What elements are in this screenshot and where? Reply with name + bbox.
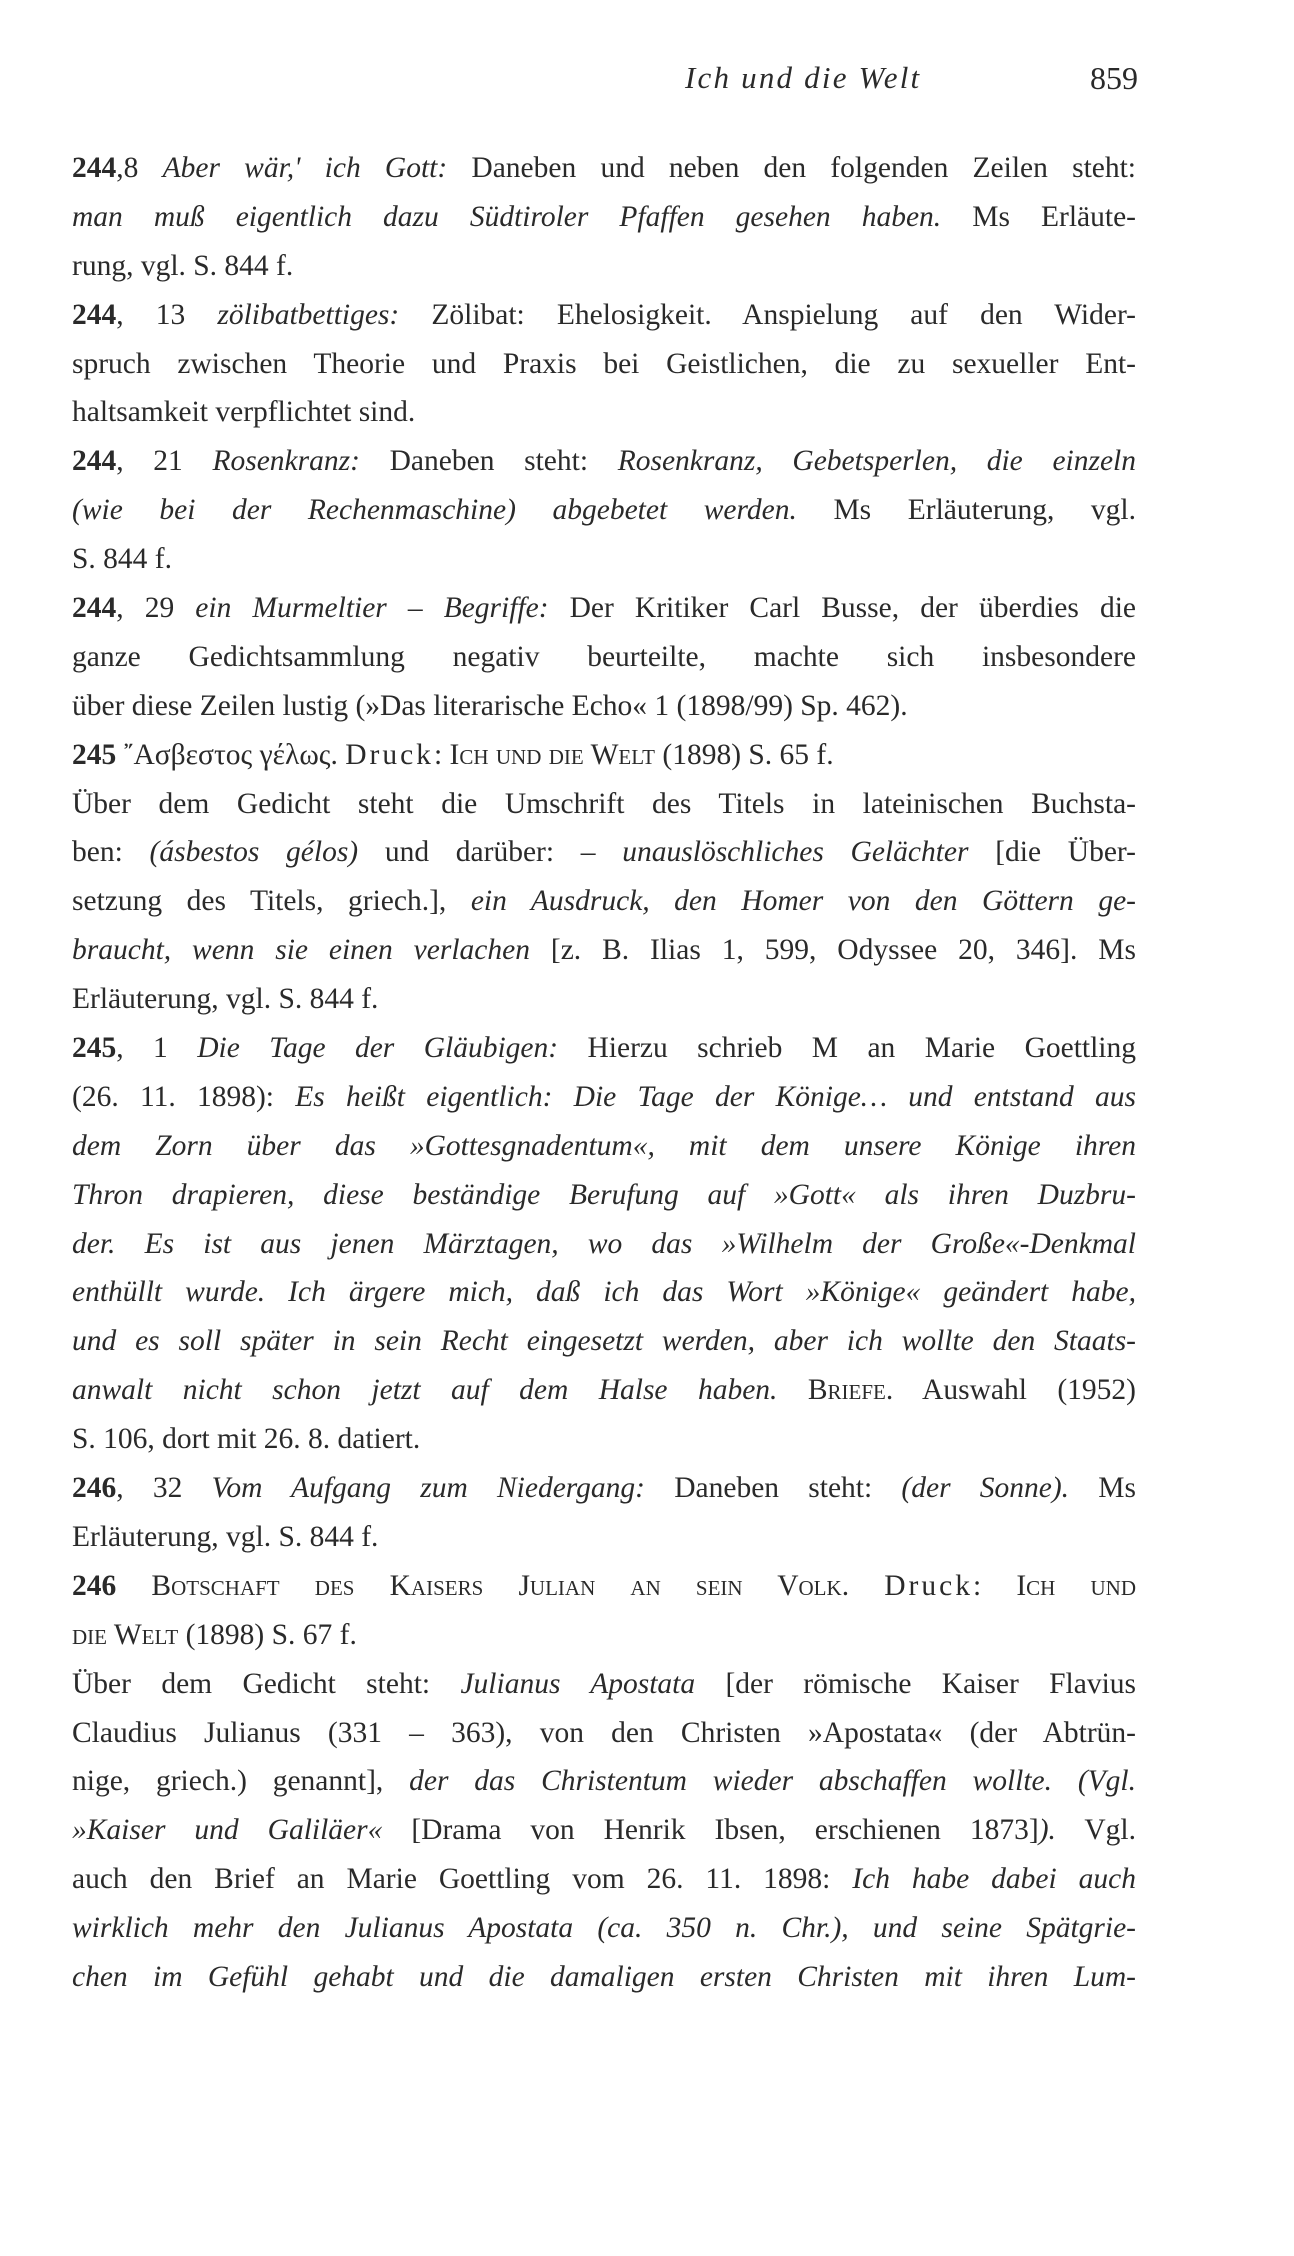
small-caps-text: Briefe [807,1374,886,1407]
text-line [72,1953,1136,2002]
text-line [72,193,1136,242]
text-line [72,1268,1136,1317]
text-line [72,1317,1136,1366]
entry-number: 246 [72,1569,117,1602]
spaced-text: Druck [884,1569,973,1602]
text-run: Über dem Gedicht steht die Umschrift des Titels in lateinischen Buchsta- [72,787,1136,820]
italic-text: »Kaiser und Galiläer« [72,1814,383,1847]
text-run: : [972,1569,1017,1602]
text-run: , 13 [116,298,218,331]
italic-text: man muß eigentlich dazu Südtiroler Pfaffen gesehen haben. [72,200,942,233]
italic-text: Ich habe dabei auch [852,1863,1136,1896]
italic-text: ein Ausdruck, den Homer von den Göttern ge- [470,885,1136,918]
text-line [72,1709,1136,1758]
text-run: , 21 [116,445,213,478]
text-line [72,242,1136,291]
text-line [72,731,1136,780]
text-line [72,584,1136,633]
text-run: , 1 [116,1032,198,1065]
italic-text: Rosenkranz, Gebetsperlen, die einzeln [617,445,1136,478]
text-run: Daneben und neben den folgenden Zeilen steht: [447,152,1136,184]
text-line [72,1855,1136,1904]
small-caps-text: die Welt [72,1618,179,1651]
text-run: haltsamkeit verpflichtet sind. [72,396,416,429]
running-header [0,58,1294,98]
text-line [72,926,1136,975]
italic-text: chen im Gefühl gehabt und die damaligen ersten Christen mit ihren Lum- [72,1960,1136,1993]
text-run: Daneben steht: [645,1472,902,1505]
text-run: , 29 [116,592,196,625]
text-run: Über dem Gedicht steht: [72,1667,461,1700]
text-run: Hierzu schrieb M an Marie Goettling [558,1032,1136,1065]
text-line [72,388,1136,437]
italic-text: unauslöschliches Gelächter [622,836,969,869]
text-run: nige, griech.) genannt], [72,1765,410,1798]
text-line [72,437,1136,486]
running-title: Ich und die Welt [685,60,922,95]
text-run: Der Kritiker Carl Busse, der überdies die [548,592,1136,625]
text-run: [Drama von Henrik Ibsen, erschienen 1873] [382,1814,1039,1847]
text-line [72,1122,1136,1171]
text-line [72,1220,1136,1269]
text-line [72,1904,1136,1953]
italic-text: ). [1038,1814,1056,1847]
text-line [72,1073,1136,1122]
small-caps-text: Botschaft des Kaisers Julian an sein Volk [151,1569,842,1602]
text-run: über diese Zeilen lustig (»Das literarische Echo« 1 (1898/99) Sp. 462). [72,689,908,722]
entry-number: 246 [72,1472,117,1505]
italic-text: Thron drapieren, diese beständige Berufung auf »Gott« als ihren Duzbru- [72,1178,1136,1211]
text-run [116,1570,151,1602]
text-line [72,144,1136,193]
small-caps-text: Ich und die Welt [449,738,655,771]
text-line [72,828,1136,877]
italic-text: Julianus Apostata [460,1667,696,1700]
entry-number: 245 [72,1032,117,1065]
text-line [72,975,1136,1024]
text-line [72,1366,1136,1415]
text-line [72,1513,1136,1562]
text-run: Ms Erläuterung, vgl. [796,494,1136,527]
italic-text: Es heißt eigentlich: Die Tage der Könige… und entstand aus [295,1080,1136,1113]
text-line [72,340,1136,389]
text-line [72,486,1136,535]
text-run: . Auswahl (1952) [885,1374,1136,1407]
text-run [777,1374,807,1406]
italic-text: enthüllt wurde. Ich ärgere mich, daß ich das Wort »Könige« geändert habe, [72,1276,1136,1309]
text-run: S. 106, dort mit 26. 8. datiert. [72,1423,421,1456]
text-run: , 32 [116,1472,212,1505]
entry-number: 244 [72,445,117,478]
text-line [72,535,1136,584]
small-caps-text: Ich und [1016,1569,1136,1602]
italic-text: Vom Aufgang zum Niedergang: [211,1472,645,1505]
text-line [72,1024,1136,1073]
text-run: [der römische Kaiser Flavius [695,1667,1136,1700]
text-line [72,1806,1136,1855]
italic-text: (ásbestos gélos) [149,836,359,869]
text-run: Vgl. [1055,1814,1136,1847]
text-run: ben: [72,836,150,869]
text-run: ,8 [116,152,163,184]
entry-number: 245 [72,738,117,771]
text-run: rung, vgl. S. 844 f. [72,249,294,282]
italic-text: anwalt nicht schon jetzt auf dem Halse haben. [72,1374,778,1407]
italic-text: (wie bei der Rechenmaschine) abgebetet werden. [72,494,797,527]
text-run: ῎Ασβεστος γέλως. [116,738,346,771]
text-run: auch den Brief an Marie Goettling vom 26. 11. 1898: [72,1863,853,1896]
text-run: Daneben steht: [359,445,618,478]
spaced-text: Druck [345,738,434,771]
italic-text: dem Zorn über das »Gottesgnadentum«, mit dem unsere Könige ihren [72,1129,1136,1162]
text-run: [z. B. Ilias 1, 599, Odyssee 20, 346]. Ms [529,934,1136,967]
commentary-text [72,144,1136,2002]
text-run: Zölibat: Ehelosigkeit. Anspielung auf den Wider- [399,298,1136,331]
page-number: 859 [1090,60,1138,96]
text-run: (1898) S. 67 f. [178,1618,357,1651]
italic-text: Die Tage der Gläubigen: [197,1032,559,1065]
text-run: Erläuterung, vgl. S. 844 f. [72,983,379,1016]
italic-text: ein Murmeltier – Begriffe: [195,592,549,625]
text-line [72,1757,1136,1806]
text-run: S. 844 f. [72,543,172,576]
italic-text: wirklich mehr den Julianus Apostata (ca. 350 n. Chr.), und seine Spätgrie- [72,1912,1136,1945]
italic-text: der. Es ist aus jenen Märztagen, wo das »Wilhelm der Große«-Denkmal [72,1227,1136,1260]
entry-number: 244 [72,152,117,184]
italic-text: (der Sonne). [901,1472,1070,1505]
text-line [72,291,1136,340]
italic-text: zölibatbettiges: [217,298,400,331]
text-line [72,1660,1136,1709]
text-line [72,1415,1136,1464]
text-line [72,780,1136,829]
entry-number: 244 [72,592,117,625]
text-run: setzung des Titels, griech.], [72,885,471,918]
text-run: Claudius Julianus (331 – 363), von den Christen »Apostata« (der Abtrün- [72,1716,1136,1749]
text-run: spruch zwischen Theorie und Praxis bei Geistlichen, die zu sexueller Ent- [72,347,1136,380]
text-line [72,877,1136,926]
text-run: (26. 11. 1898): [72,1080,296,1113]
text-run: Ms [1069,1472,1136,1505]
italic-text: braucht, wenn sie einen verlachen [72,934,530,967]
text-line [72,1171,1136,1220]
text-line [72,1611,1136,1660]
text-line [72,633,1136,682]
text-line [72,682,1136,731]
text-run: . [841,1569,885,1602]
italic-text: Aber wär,' ich Gott: [162,152,448,184]
text-line [72,1464,1136,1513]
text-run: Erläuterung, vgl. S. 844 f. [72,1520,379,1553]
text-run: (1898) S. 65 f. [655,738,834,771]
italic-text: der das Christentum wieder abschaffen wollte. (Vgl. [409,1765,1136,1798]
italic-text: Rosenkranz: [212,445,360,478]
text-run: : [433,738,450,771]
text-run: und darüber: – [358,836,623,869]
italic-text: und es soll später in sein Recht eingesetzt werden, aber ich wollte den Staats- [72,1325,1136,1358]
text-run: ganze Gedichtsammlung negativ beurteilte, machte sich insbesondere [72,640,1136,673]
text-run: [die Über- [968,836,1136,869]
text-run: Ms Erläute- [941,200,1136,233]
text-line [72,1562,1136,1611]
entry-number: 244 [72,298,117,331]
